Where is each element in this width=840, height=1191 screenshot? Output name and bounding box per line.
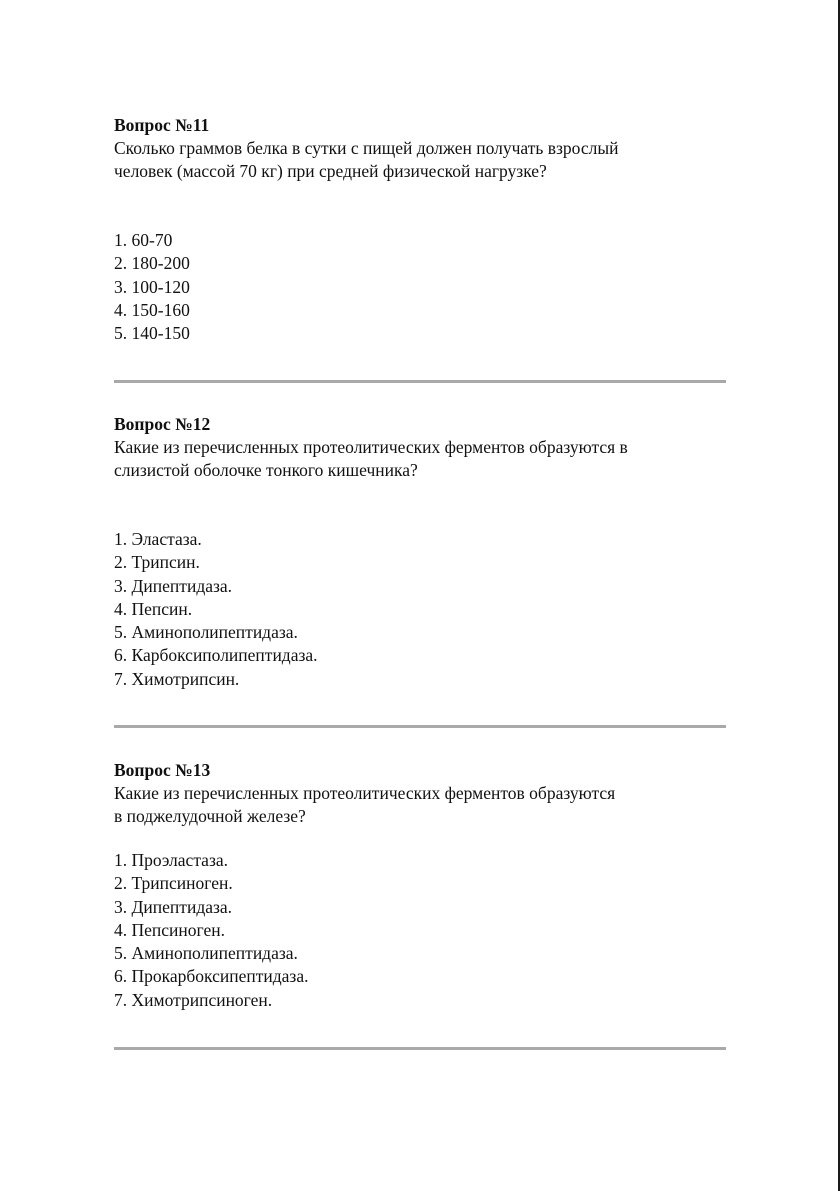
question-11 bbox=[114, 114, 726, 345]
question-text-line: в поджелудочной железе? bbox=[114, 806, 306, 826]
question-text-line: Сколько граммов белка в сутки с пищей должен получать взрослый bbox=[114, 138, 619, 158]
question-divider bbox=[114, 380, 726, 383]
question-text-line: Какие из перечисленных протеолитических ферментов образуются в bbox=[114, 437, 628, 457]
question-text-line: Какие из перечисленных протеолитических ферментов образуются bbox=[114, 783, 616, 803]
question-12 bbox=[114, 413, 726, 691]
answer-option[interactable]: 1. Проэластаза. bbox=[114, 850, 228, 870]
answer-option[interactable]: 6. Прокарбоксипептидаза. bbox=[114, 966, 309, 987]
question-text-line: человек (массой 70 кг) при средней физической нагрузке? bbox=[114, 161, 547, 181]
answer-option[interactable]: 4. Пепсиноген. bbox=[114, 919, 225, 940]
answer-option[interactable]: 5. Аминополипептидаза. bbox=[114, 943, 298, 964]
answer-options bbox=[114, 229, 726, 345]
question-divider bbox=[114, 1047, 726, 1050]
answer-option[interactable]: 1. 60-70 bbox=[114, 230, 173, 250]
answer-option[interactable]: 4. Пепсин. bbox=[114, 598, 193, 619]
question-title: Вопрос №13 bbox=[114, 760, 211, 780]
answer-options bbox=[114, 849, 726, 1012]
answer-options bbox=[114, 528, 726, 691]
question-divider bbox=[114, 725, 726, 728]
answer-option[interactable]: 1. Эластаза. bbox=[114, 529, 202, 549]
answer-option[interactable]: 7. Химотрипсин. bbox=[114, 668, 240, 689]
answer-option[interactable]: 5. 140-150 bbox=[114, 323, 190, 344]
answer-option[interactable]: 4. 150-160 bbox=[114, 299, 190, 320]
answer-option[interactable]: 7. Химотрипсиноген. bbox=[114, 989, 273, 1010]
answer-option[interactable]: 3. Дипептидаза. bbox=[114, 896, 233, 917]
question-title: Вопрос №11 bbox=[114, 115, 210, 135]
answer-option[interactable]: 2. Трипсиноген. bbox=[114, 873, 233, 894]
answer-option[interactable]: 2. 180-200 bbox=[114, 253, 190, 274]
answer-option[interactable]: 3. 100-120 bbox=[114, 276, 190, 297]
question-text-line: слизистой оболочке тонкого кишечника? bbox=[114, 460, 418, 480]
answer-option[interactable]: 5. Аминополипептидаза. bbox=[114, 622, 298, 643]
question-13 bbox=[114, 759, 726, 1012]
answer-option[interactable]: 2. Трипсин. bbox=[114, 552, 200, 573]
answer-option[interactable]: 3. Дипептидаза. bbox=[114, 575, 233, 596]
question-title: Вопрос №12 bbox=[114, 414, 211, 434]
answer-option[interactable]: 6. Карбоксиполипептидаза. bbox=[114, 645, 318, 666]
